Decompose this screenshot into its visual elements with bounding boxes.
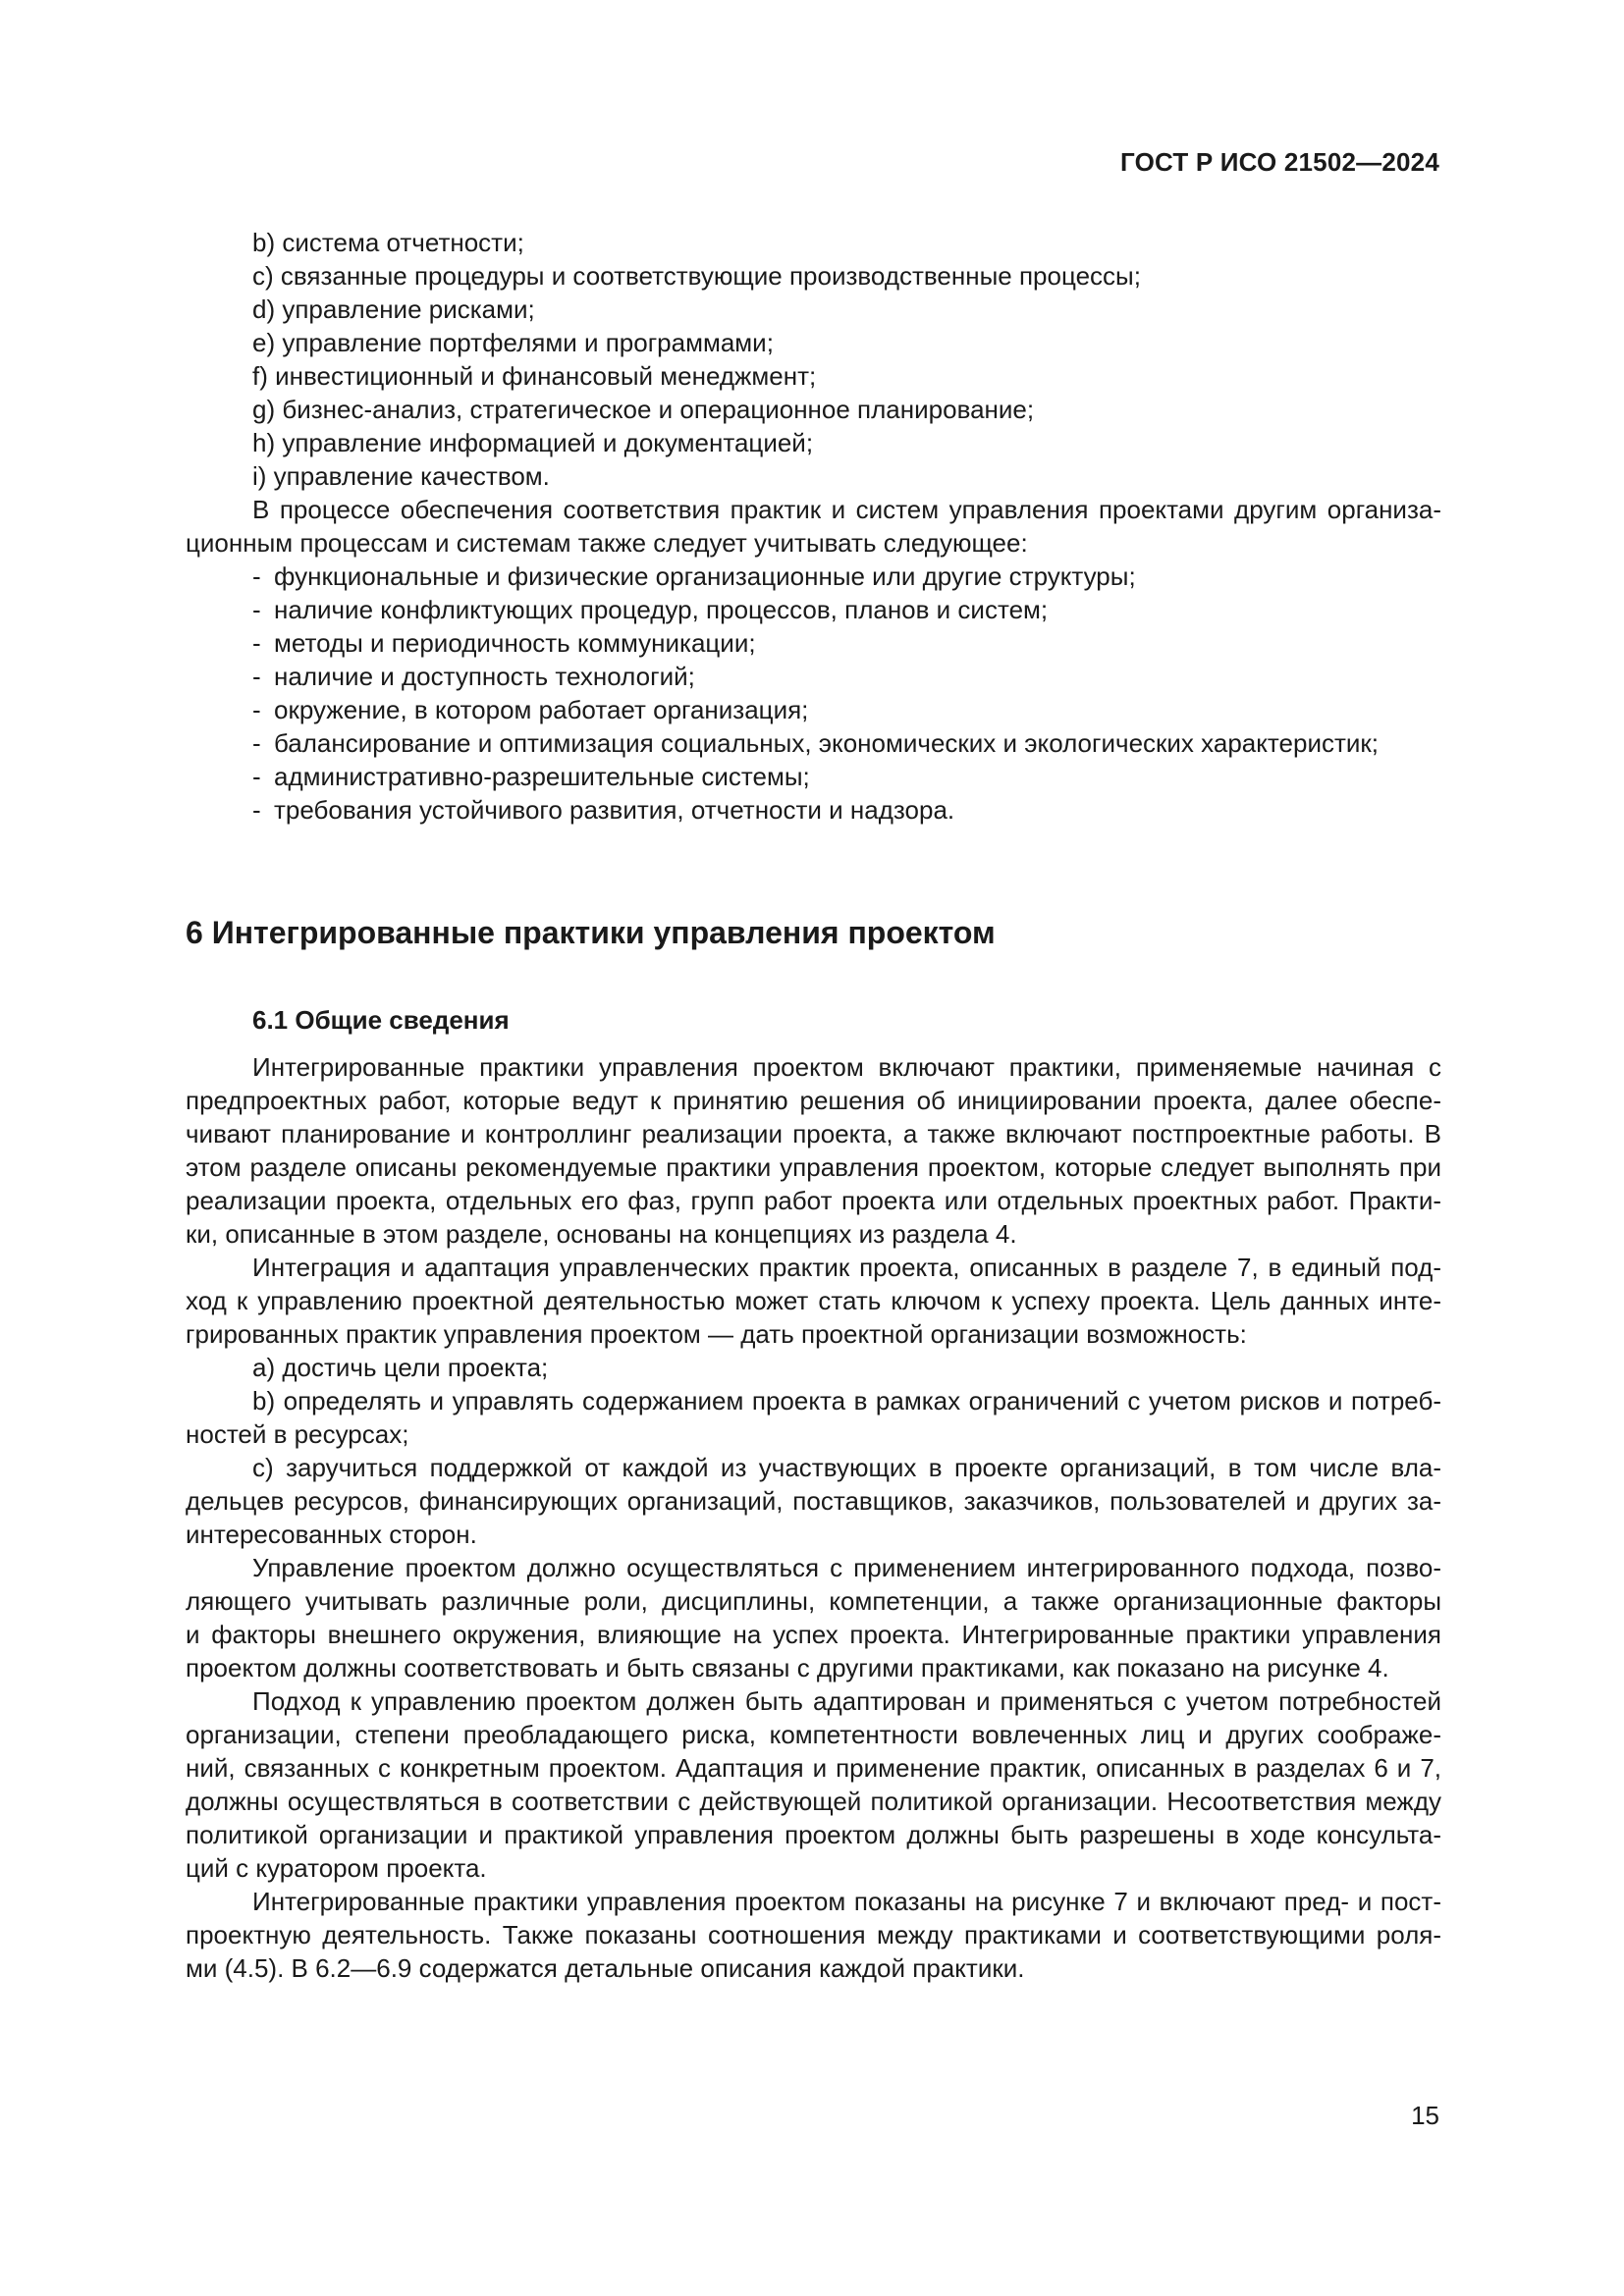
- text-line: политикой организации и практикой управления проектом должны быть разрешены в ходе консульта-: [186, 1820, 1441, 1849]
- list-item: - административно-разрешительные системы;: [252, 762, 810, 791]
- paragraph: [186, 1050, 1441, 1251]
- section-6: [186, 913, 1441, 1985]
- paragraph: [186, 1251, 1441, 1351]
- text-line: c) заручиться поддержкой от каждой из участвующих в проекте организаций, в том числе вла-: [252, 1453, 1441, 1482]
- text-line: и факторы внешнего окружения, влияющие на успех проекта. Интегрированные практики управления: [186, 1620, 1441, 1649]
- text-line: ностей в ресурсах;: [186, 1419, 409, 1449]
- text-line: Подход к управлению проектом должен быть адаптирован и применяться с учетом потребностей: [252, 1686, 1441, 1716]
- list-item: - наличие конфликтующих процедур, процессов, планов и систем;: [252, 595, 1049, 624]
- list-item: i) управление качеством.: [252, 461, 550, 491]
- list-item: - требования устойчивого развития, отчетности и надзора.: [252, 795, 955, 825]
- page-number: 15: [1411, 2101, 1439, 2130]
- list-item: e) управление портфелями и программами;: [252, 328, 774, 357]
- paragraph: [186, 1885, 1441, 1985]
- list-item: - окружение, в котором работает организация;: [252, 695, 809, 724]
- page-content: [186, 226, 1441, 1985]
- text-line: проектную деятельность. Также показаны соотношения между практиками и соответствующими роля-: [186, 1920, 1441, 1949]
- list-item: g) бизнес-анализ, стратегическое и операционное планирование;: [252, 395, 1035, 424]
- list-item: [186, 1384, 1441, 1451]
- text-line: дельцев ресурсов, финансирующих организаций, поставщиков, заказчиков, пользователей и других за-: [186, 1486, 1441, 1516]
- text-line: предпроектных работ, которые ведут к принятию решения об инициировании проекта, далее обеспе-: [186, 1086, 1441, 1115]
- text-line: реализации проекта, отдельных его фаз, групп работ проекта или отдельных проектных работ. Практи-: [186, 1186, 1441, 1215]
- list-item: b) система отчетности;: [252, 228, 524, 257]
- text-line: Интегрированные практики управления проектом включают практики, применяемые начиная с: [252, 1052, 1441, 1082]
- text-line: ки, описанные в этом разделе, основаны на концепциях из раздела 4.: [186, 1219, 1017, 1249]
- text-line: организации, степени преобладающего риска, компетентности вовлеченных лиц и других соображе-: [186, 1720, 1441, 1749]
- text-line: ний, связанных с конкретным проектом. Адаптация и применение практик, описанных в разделах 6 и 7,: [186, 1753, 1441, 1783]
- text-line: b) определять и управлять содержанием проекта в рамках ограничений с учетом рисков и потреб-: [252, 1386, 1441, 1415]
- list-item: f) инвестиционный и финансовый менеджмент;: [252, 361, 817, 391]
- list-item: - методы и периодичность коммуникации;: [252, 628, 756, 658]
- text-line: ций с куратором проекта.: [186, 1853, 487, 1883]
- list-item: - функциональные и физические организационные или другие структуры;: [252, 561, 1136, 591]
- bullet-list: [252, 560, 1441, 827]
- text-line: В процессе обеспечения соответствия практик и систем управления проектами другим организа-: [252, 495, 1441, 524]
- subsection-heading: 6.1 Общие сведения: [252, 1005, 510, 1035]
- list-item: h) управление информацией и документацией;: [252, 428, 814, 457]
- list-item: [186, 1451, 1441, 1551]
- text-line: Интеграция и адаптация управленческих практик проекта, описанных в разделе 7, в единый под-: [252, 1253, 1441, 1282]
- text-line: ход к управлению проектной деятельностью может стать ключом к успеху проекта. Цель данных инте-: [186, 1286, 1441, 1315]
- section-heading: 6 Интегрированные практики управления проектом: [186, 915, 996, 950]
- text-line: Управление проектом должно осуществляться с применением интегрированного подхода, позво-: [252, 1553, 1441, 1582]
- document-header: ГОСТ Р ИСО 21502—2024: [1119, 147, 1439, 177]
- paragraph-intro: [186, 493, 1441, 560]
- text-line: ми (4.5). В 6.2—6.9 содержатся детальные описания каждой практики.: [186, 1953, 1025, 1983]
- list-item: d) управление рисками;: [252, 294, 535, 324]
- paragraph: [186, 1551, 1441, 1684]
- text-line: должны осуществляться в соответствии с действующей политикой организации. Несоответствия между: [186, 1787, 1441, 1816]
- text-line: Интегрированные практики управления проектом показаны на рисунке 7 и включают пред- и пост-: [252, 1887, 1441, 1916]
- text-line: чивают планирование и контроллинг реализации проекта, а также включают постпроектные работы. В: [186, 1119, 1441, 1148]
- text-line: ляющего учитывать различные роли, дисциплины, компетенции, а также организационные факторы: [186, 1586, 1441, 1616]
- list-item: - наличие и доступность технологий;: [252, 662, 695, 691]
- list-item: c) связанные процедуры и соответствующие производственные процессы;: [252, 261, 1141, 291]
- text-line: грированных практик управления проектом — дать проектной организации возможность:: [186, 1319, 1247, 1349]
- list-top: [252, 226, 1441, 493]
- text-line: ционным процессам и системам также следует учитывать следующее:: [186, 528, 1028, 558]
- text-line: интересованных сторон.: [186, 1520, 477, 1549]
- list-item: - балансирование и оптимизация социальных, экономических и экологических характеристик;: [252, 728, 1379, 758]
- list-item: a) достичь цели проекта;: [252, 1353, 549, 1382]
- text-line: этом разделе описаны рекомендуемые практики управления проектом, которые следует выполнять при: [186, 1152, 1441, 1182]
- text-line: проектом должны соответствовать и быть связаны с другими практиками, как показано на рисунке 4.: [186, 1653, 1389, 1682]
- paragraph: [186, 1684, 1441, 1885]
